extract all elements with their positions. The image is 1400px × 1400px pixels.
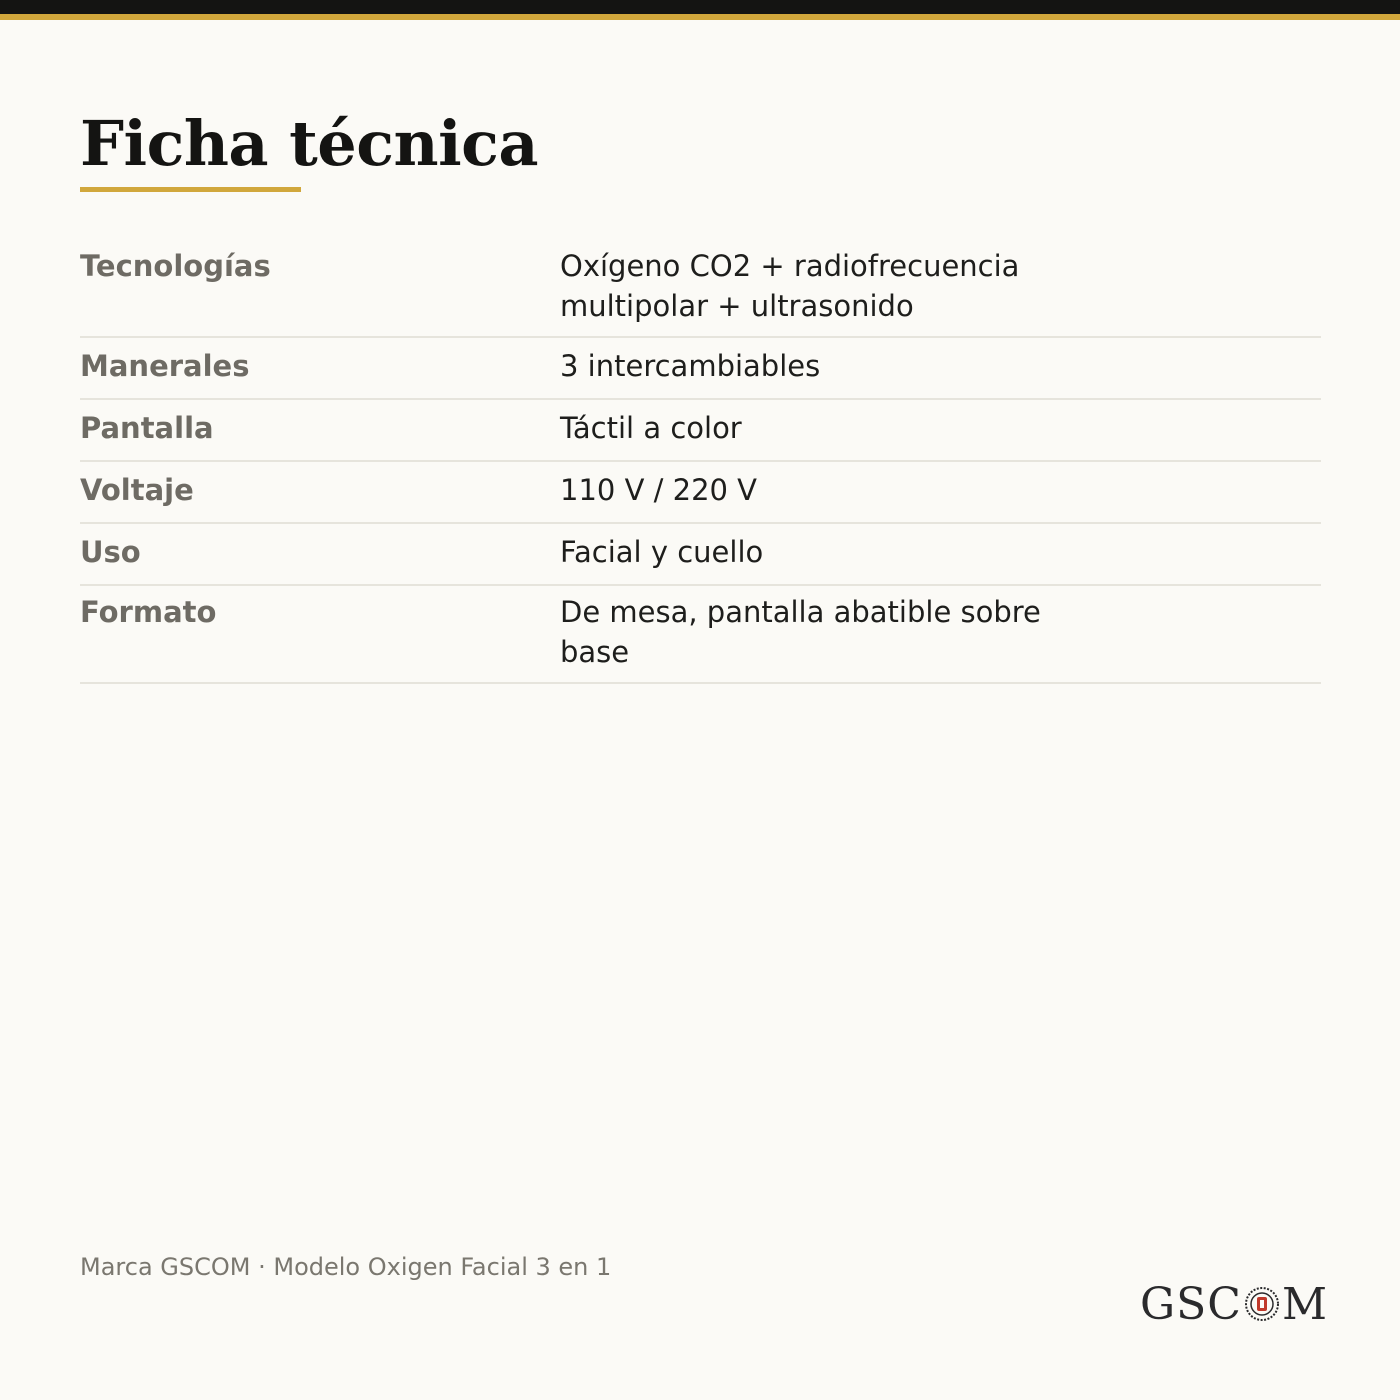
page-title: Ficha técnica — [80, 107, 539, 180]
spec-row-pantalla — [80, 400, 1321, 462]
spec-row-tecnologias — [80, 240, 1321, 338]
spec-value — [560, 246, 1120, 326]
spec-value — [560, 408, 1120, 448]
spec-label: Tecnologías — [80, 249, 271, 283]
spec-label: Pantalla — [80, 411, 214, 445]
spec-table — [80, 240, 1321, 684]
spec-value — [560, 470, 1120, 510]
spec-value-line: base — [560, 635, 630, 669]
spec-value-line: De mesa, pantalla abatible sobre — [560, 595, 1041, 629]
seal-icon — [1244, 1286, 1280, 1322]
spec-label: Voltaje — [80, 473, 194, 507]
brand-logo: GSC M — [1140, 1278, 1329, 1330]
spec-value — [560, 346, 1120, 386]
spec-label: Uso — [80, 535, 141, 569]
spec-row-uso — [80, 524, 1321, 586]
spec-value-line: multipolar + ultrasonido — [560, 289, 914, 323]
top-accent-stripe — [0, 14, 1400, 20]
spec-label: Formato — [80, 595, 217, 629]
spec-row-voltaje — [80, 462, 1321, 524]
spec-value — [560, 592, 1120, 672]
spec-label: Manerales — [80, 349, 250, 383]
spec-value-line: Facial y cuello — [560, 535, 764, 569]
footer-note: Marca GSCOM · Modelo Oxigen Facial 3 en 1 — [80, 1253, 612, 1281]
spec-row-manerales — [80, 338, 1321, 400]
title-underline — [80, 187, 301, 192]
spec-value-line: Táctil a color — [560, 411, 742, 445]
spec-value-line: 110 V / 220 V — [560, 473, 758, 507]
spec-value-line: Oxígeno CO2 + radiofrecuencia — [560, 249, 1020, 283]
spec-row-formato — [80, 586, 1321, 684]
spec-value — [560, 532, 1120, 572]
spec-value-line: 3 intercambiables — [560, 349, 821, 383]
top-bar — [0, 0, 1400, 14]
